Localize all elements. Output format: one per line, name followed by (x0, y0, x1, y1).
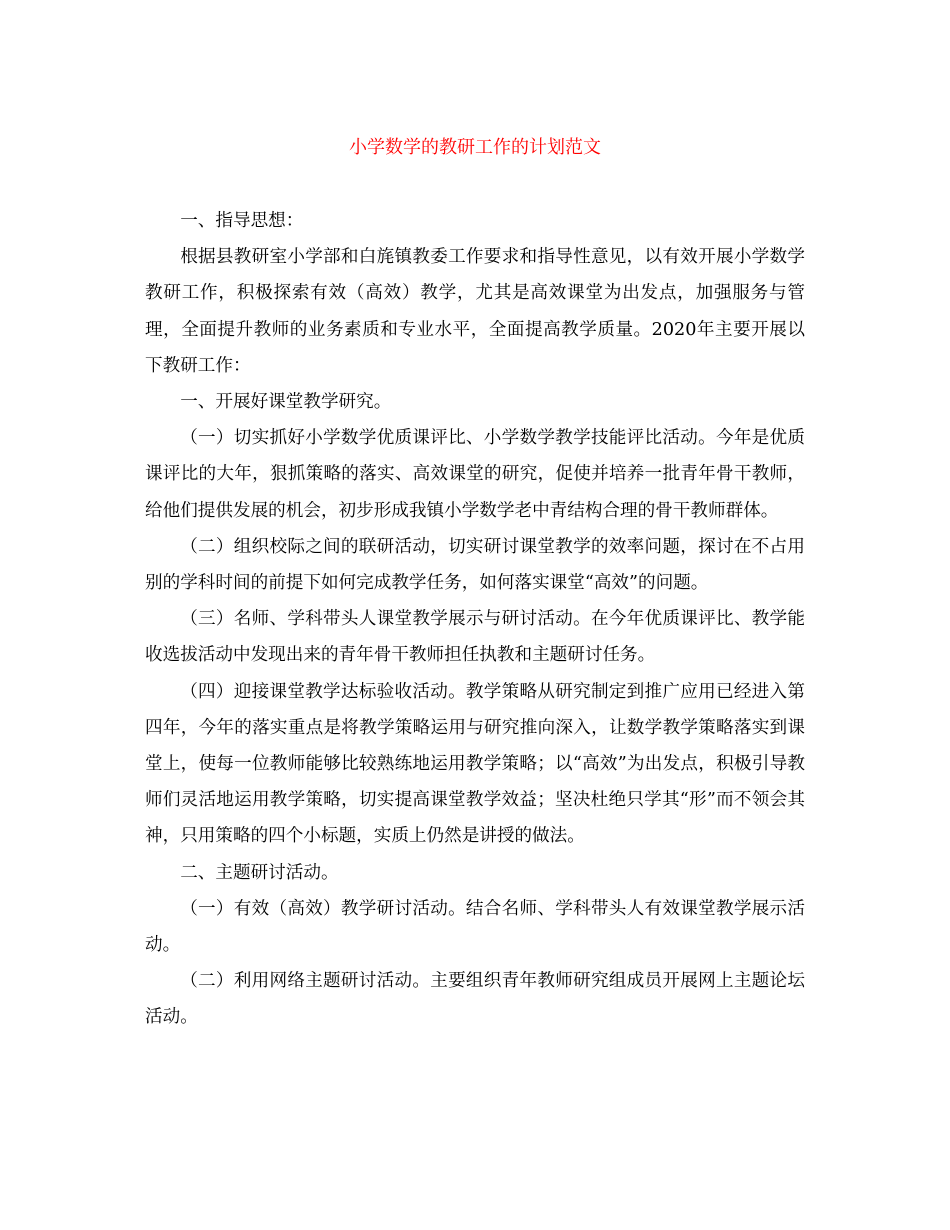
section-heading-classroom-research: 一、开展好课堂教学研究。 (180, 392, 392, 413)
paragraph-item-2: （二）组织校际之间的联研活动，切实研讨课堂教学的效率问题，探讨在不占用别的学科时间的前提下如何完成教学任务，如何落实课堂“高效”的问题。 (145, 536, 805, 594)
paragraph-item-3: （三）名师、学科带头人课堂教学展示与研讨活动。在今年优质课评比、教学能收选拔活动中发现出来的青年骨干教师担任执教和主题研讨任务。 (145, 609, 805, 666)
document-body (145, 203, 805, 1036)
paragraph-seminar-2: （二）利用网络主题研讨活动。主要组织青年教师研究组成员开展网上主题论坛活动。 (145, 971, 805, 1028)
paragraph-item-1: （一）切实抓好小学数学优质课评比、小学数学教学技能评比活动。今年是优质课评比的大年，狠抓策略的落实、高效课堂的研究，促使并培养一批青年骨干教师，给他们提供发展的机会，初步形成我镇小学数学老中青结构合理的骨干教师群体。 (145, 428, 805, 521)
paragraph-guiding-thought: 根据县教研室小学部和白旄镇教委工作要求和指导性意见，以有效开展小学数学教研工作，积极探索有效（高效）教学，尤其是高效课堂为出发点，加强服务与管理，全面提升教师的业务素质和专业水平，全面提高教学质量。2020年主要开展以下教研工作： (145, 247, 805, 376)
document-title: 小学数学的教研工作的计划范文 (349, 137, 601, 158)
paragraph-seminar-1: （一）有效（高效）教学研讨活动。结合名师、学科带头人有效课堂教学展示活动。 (145, 898, 805, 956)
paragraph-item-4: （四）迎接课堂教学达标验收活动。教学策略从研究制定到推广应用已经进入第四年，今年的落实重点是将教学策略运用与研究推向深入，让数学教学策略落实到课堂上，使每一位教师能够比较熟练地运用教学策略；以“高效”为出发点，积极引导教师们灵活地运用教学策略，切实提高课堂教学效益；坚决杜绝只学其“形”而不领会其神，只用策略的四个小标题，实质上仍然是讲授的做法。 (145, 681, 805, 847)
section-heading-topic-seminars: 二、主题研讨活动。 (180, 862, 339, 883)
section-heading-guiding-thought: 一、指导思想： (180, 211, 304, 231)
